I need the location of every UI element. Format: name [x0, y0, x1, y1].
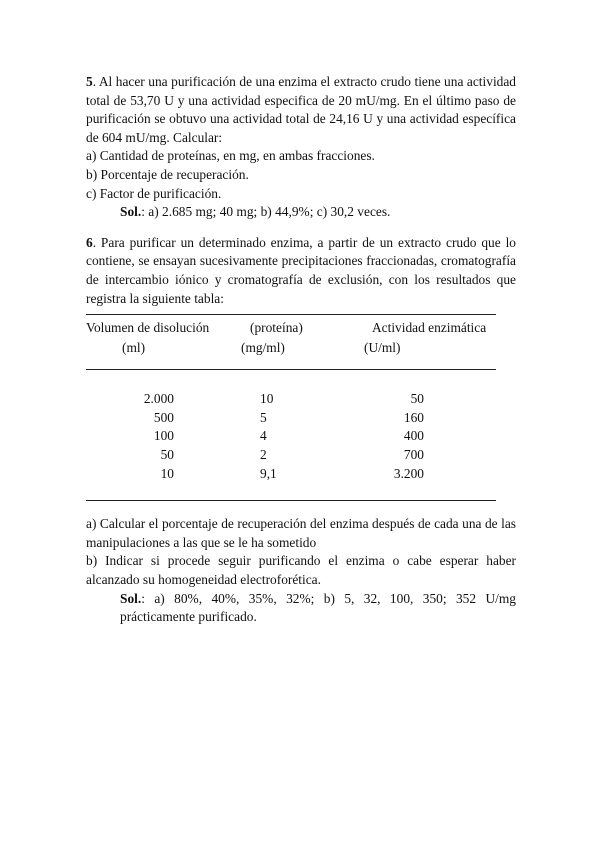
problem-6 [86, 234, 516, 627]
table-row [86, 446, 516, 465]
problem-5-statement: 5. Al hacer una purificación de una enzima el extracto crudo tiene una actividad total de 53,70 U y una actividad especifica de 20 mU/mg. En el último paso de purificación se obtuvo una actividad total de 24,16 U y una actividad específica de 604 mU/mg. Calcular: [86, 74, 516, 145]
header-protein-unit: (mg/ml) [241, 340, 285, 356]
header-volume-unit: (ml) [122, 340, 146, 356]
cell-protein: 9,1 [260, 465, 277, 481]
cell-volume: 500 [153, 409, 174, 425]
problem-5-solution: Sol.: a) 2.685 mg; 40 mg; b) 44,9%; c) 30,2 veces. [120, 204, 391, 220]
problem-6-item-a: a) Calcular el porcentaje de recuperación del enzima después de cada una de las manipulaciones a las que se le ha sometido [86, 516, 516, 550]
cell-protein: 10 [260, 391, 274, 407]
header-activity-unit: (U/ml) [364, 340, 401, 356]
cell-volume: 50 [160, 446, 174, 462]
problem-6-statement: 6. Para purificar un determinado enzima, a partir de un extracto crudo que lo contiene, se ensayan sucesivamente precipitaciones fraccionadas, cromatografía de intercambio iónico y cromatografía de exclusión, con los resultados que registra la siguiente tabla: [86, 234, 516, 306]
problem-5-number: 5 [86, 74, 93, 89]
problem-6-item-b: b) Indicar si procede seguir purificando el enzima o cabe esperar haber alcanzado su homogeneidad electroforética. [86, 553, 516, 587]
table-row [86, 427, 516, 446]
table-row [86, 409, 516, 428]
cell-volume: 100 [153, 428, 174, 444]
table-row [86, 465, 516, 484]
solution-label: Sol. [120, 204, 142, 220]
document-page [86, 73, 516, 627]
cell-protein: 2 [260, 446, 267, 462]
results-table [86, 314, 516, 501]
cell-activity: 700 [403, 446, 424, 462]
problem-5-item-c: c) Factor de purificación. [86, 185, 222, 201]
cell-activity: 160 [403, 409, 424, 425]
cell-activity: 3.200 [393, 465, 424, 481]
problem-6-number: 6 [86, 234, 93, 250]
table-body [86, 390, 516, 494]
problem-5-item-b: b) Porcentaje de recuperación. [86, 166, 249, 182]
cell-volume: 2.000 [143, 391, 174, 407]
problem-5-item-a: a) Cantidad de proteínas, en mg, en ambas fracciones. [86, 148, 375, 164]
header-volume: Volumen de disolución [86, 320, 210, 336]
cell-protein: 4 [260, 428, 267, 444]
cell-activity: 50 [410, 391, 424, 407]
cell-protein: 5 [260, 409, 267, 425]
problem-6-solution: Sol.: a) 80%, 40%, 35%, 32%; b) 5, 32, 100, 350; 352 U/mg prácticamente purificado. [120, 590, 516, 625]
header-protein: (proteína) [250, 320, 303, 336]
cell-activity: 400 [403, 428, 424, 444]
table-row [86, 390, 516, 409]
problem-5 [86, 73, 516, 222]
table-header-rule [86, 369, 496, 370]
table-header [86, 315, 516, 369]
cell-volume: 10 [160, 465, 174, 481]
solution-label: Sol. [120, 590, 142, 606]
header-activity: Actividad enzimática [372, 320, 487, 336]
